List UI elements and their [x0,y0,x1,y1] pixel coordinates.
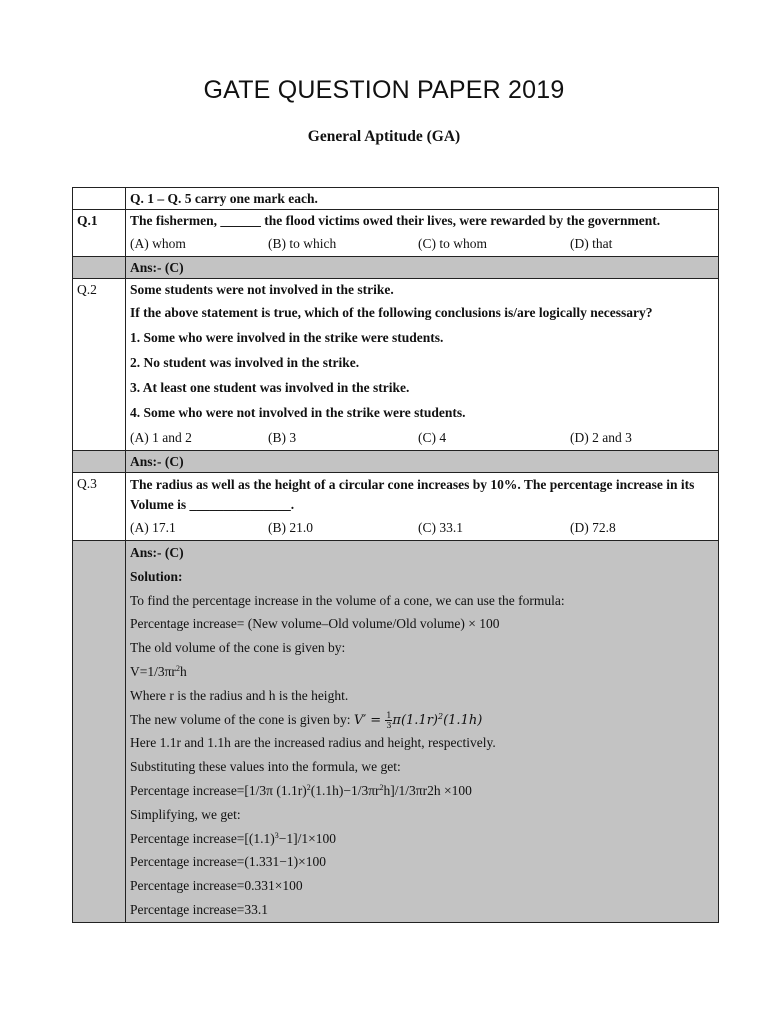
solution-line: Percentage increase=[1/3π $(1.1r)^2(1.1h)-1/3\pi r^2h]/1/3\pi r2h \times 100$ [130,782,472,798]
options [130,231,714,256]
question-line: 4. Some who were not involved in the strike were students. [130,405,466,420]
option-c: (C) 4 [418,430,447,445]
section-note: Q. 1 – Q. 5 carry one mark each. [130,191,318,206]
answer-text: Ans:- (C) [130,260,184,275]
options [130,425,714,450]
answer-text: Ans:- (C) [130,545,184,560]
question-line: 1. Some who were involved in the strike were students. [130,330,444,345]
question-number: Q.2 [77,282,97,297]
option-b: (B) to which [268,236,337,251]
question-row-q2 [73,279,719,451]
question-text: The radius as well as the height of a circular cone increases by 10%. The percentage increase in its Volume is _______________. [130,477,695,512]
solution-line: The old volume of the cone is given by: [130,640,346,656]
solution-line: To find the percentage increase in the volume of a cone, we can use the formula: [130,592,565,608]
question-line: 2. No student was involved in the strike. [130,355,360,370]
solution-line: Percentage increase= (New volume–Old volume/Old volume) × 100 [130,616,500,632]
solution-line: Here 1.1r and 1.1h are the increased radius and height, respectively. [130,735,496,751]
solution-line: $V=1/3\pi r^2h$ [130,663,187,679]
option-d: (D) that [570,236,613,251]
section-note-row [73,188,719,210]
solution-line: Percentage increase=33.1 [130,901,269,917]
solution-line: Substituting these values into the formula, we get: [130,759,401,775]
question-number: Q.1 [77,213,98,228]
solution-heading: Solution: [130,568,183,584]
question-line: Some students were not involved in the strike. [130,282,394,297]
solution-line: Percentage $increase=[(1.1)^3-1]/1\times 100$ [130,830,337,846]
question-line: If the above statement is true, which of the following conclusions is/are logically necessary? [130,305,653,320]
option-d: (D) 72.8 [570,520,616,535]
page-title: GATE QUESTION PAPER 2019 [203,76,565,104]
option-c: (C) to whom [418,236,487,251]
answer-text: Ans:- (C) [130,454,184,469]
question-number: Q.3 [77,476,97,491]
fraction: $\frac{1}{3}$ [386,710,392,730]
solution-line: Simplifying, we get: [130,806,241,822]
option-a: (A) 1 and 2 [130,430,192,445]
option-a: (A) 17.1 [130,520,176,535]
solution-line: Where r is the radius and h is the height. [130,687,349,703]
option-d: (D) 2 and 3 [570,430,632,445]
options [130,515,714,540]
solution-line: Percentage increase=(1.331−1)×100 [130,854,327,870]
question-row-q3 [73,473,719,541]
option-a: (A) whom [130,236,186,251]
question-table [72,187,719,923]
option-b: (B) 3 [268,430,297,445]
solution-line: The new volume of the cone is given by: V′ = $\frac{1}{3}$ $\pi(1.1r)^2(1.1h)$ [130,710,483,730]
option-c: (C) 33.1 [418,520,463,535]
solution-row-q3 [73,541,719,923]
question-row-q1 [73,210,719,257]
page-subtitle: General Aptitude (GA) [307,128,461,145]
answer-row-q2 [73,451,719,473]
question-line: 3. At least one student was involved in the strike. [130,380,410,395]
option-b: (B) 21.0 [268,520,313,535]
solution-line: Percentage increase=0.331×100 [130,878,303,894]
answer-row-q1 [73,257,719,279]
question-text: The fishermen, ______ the flood victims owed their lives, were rewarded by the government. [130,213,661,228]
volume-formula: V′ = $\frac{1}{3}$ $\pi(1.1r)^2(1.1h)$ [353,710,483,730]
